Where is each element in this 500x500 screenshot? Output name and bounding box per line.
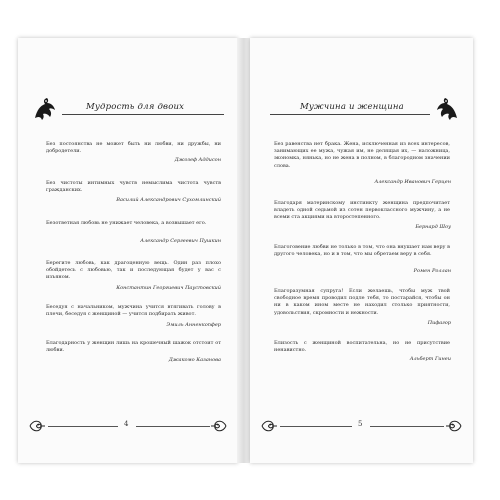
quote-author: Эмиль Анненкопфер: [166, 322, 221, 328]
page-number: 4: [124, 420, 129, 428]
flourish-ornament-icon: [210, 418, 228, 434]
quote-author: Альберт Гинеи: [409, 356, 451, 362]
flourish-ornament-icon: [28, 418, 46, 434]
quote-author: Константин Георгиевич Паустовский: [116, 285, 221, 291]
quote-author: Василий Александрович Сухомлинский: [116, 197, 221, 203]
quote-text: Без постоянства не может быть ни любви, ни дружбы, ни добродетели.: [46, 141, 221, 155]
griffin-ornament-icon: [32, 96, 58, 122]
footer-rule: [136, 426, 210, 427]
header-rule: [270, 114, 430, 115]
quote-text: Благодаря материнскому инстинкту женщина предпочитает владеть одной седьмой из сотен первоклассного мужчину, а не всеми ста акциями на второстепенного.: [274, 200, 450, 221]
left-page-header: [18, 96, 238, 126]
quote-text: Безответная любовь не унижает человека, а возвышает его.: [46, 220, 207, 226]
quote-author: Бернард Шоу: [415, 224, 451, 230]
quote-text: Берегите любовь, как драгоценную вещь. Один раз плохо обойдетесь с любовью, так и последующая будет у вас с изъяном.: [46, 260, 221, 281]
right-header-title: Мужчина и женщина: [300, 102, 404, 112]
right-page-header: [250, 96, 473, 126]
left-header-title: Мудрость для двоих: [86, 102, 185, 112]
quote-text: Благоразумная супруга! Если желаешь, чтобы муж твой свободное время проводил подле тебя, то постарайся, чтобы он ни в каком ином месте не находил столько приятности, удовольствия, скромности и нежности.: [274, 288, 450, 316]
quote-author: Ромен Роллан: [413, 268, 451, 274]
quote-author: Джозеф Аддисон: [174, 157, 221, 163]
footer-rule: [280, 426, 352, 427]
book-gutter: [237, 38, 251, 463]
flourish-ornament-icon: [260, 418, 278, 434]
right-page: [250, 38, 473, 463]
quote-author: Александр Сергеевич Пушкин: [140, 238, 221, 244]
left-page: [18, 38, 238, 463]
quote-text: Благодарность у женщин лишь на крошечный шажок отстоит от любви.: [46, 340, 221, 354]
quote-author: Александр Иванович Герцен: [374, 179, 451, 185]
griffin-ornament-icon: [434, 96, 460, 122]
quote-text: Без равенства нет брака. Жена, исключенная из всех интересов, занимающих ее мужа, чужая им, не делящая их, — наложница, экономка, нянька, но не жена в полном, в благородном значении слова.: [274, 141, 450, 169]
page-number: 5: [358, 420, 363, 428]
footer-rule: [370, 426, 444, 427]
quote-text: Близость с женщиной воспитательна, но не присутствие ненавистно.: [274, 340, 450, 354]
flourish-ornament-icon: [445, 418, 463, 434]
quote-author: Джакомо Казанова: [168, 357, 221, 363]
footer-rule: [48, 426, 118, 427]
quote-text: Благоговение любви не только в том, что она внушает нам веру в другого человека, но и в том, что мы обретаем веру в себя.: [274, 244, 450, 258]
quote-text: Без чистоты интимных чувств немыслима чистота чувств гражданских.: [46, 180, 221, 194]
quote-text: Беседуя с начальником, мужчина учится втягивать голову в плечи, беседуя с женщиной — учится подбирать живот.: [46, 304, 221, 318]
header-rule: [62, 114, 224, 115]
quote-author: Пифагор: [427, 320, 451, 326]
